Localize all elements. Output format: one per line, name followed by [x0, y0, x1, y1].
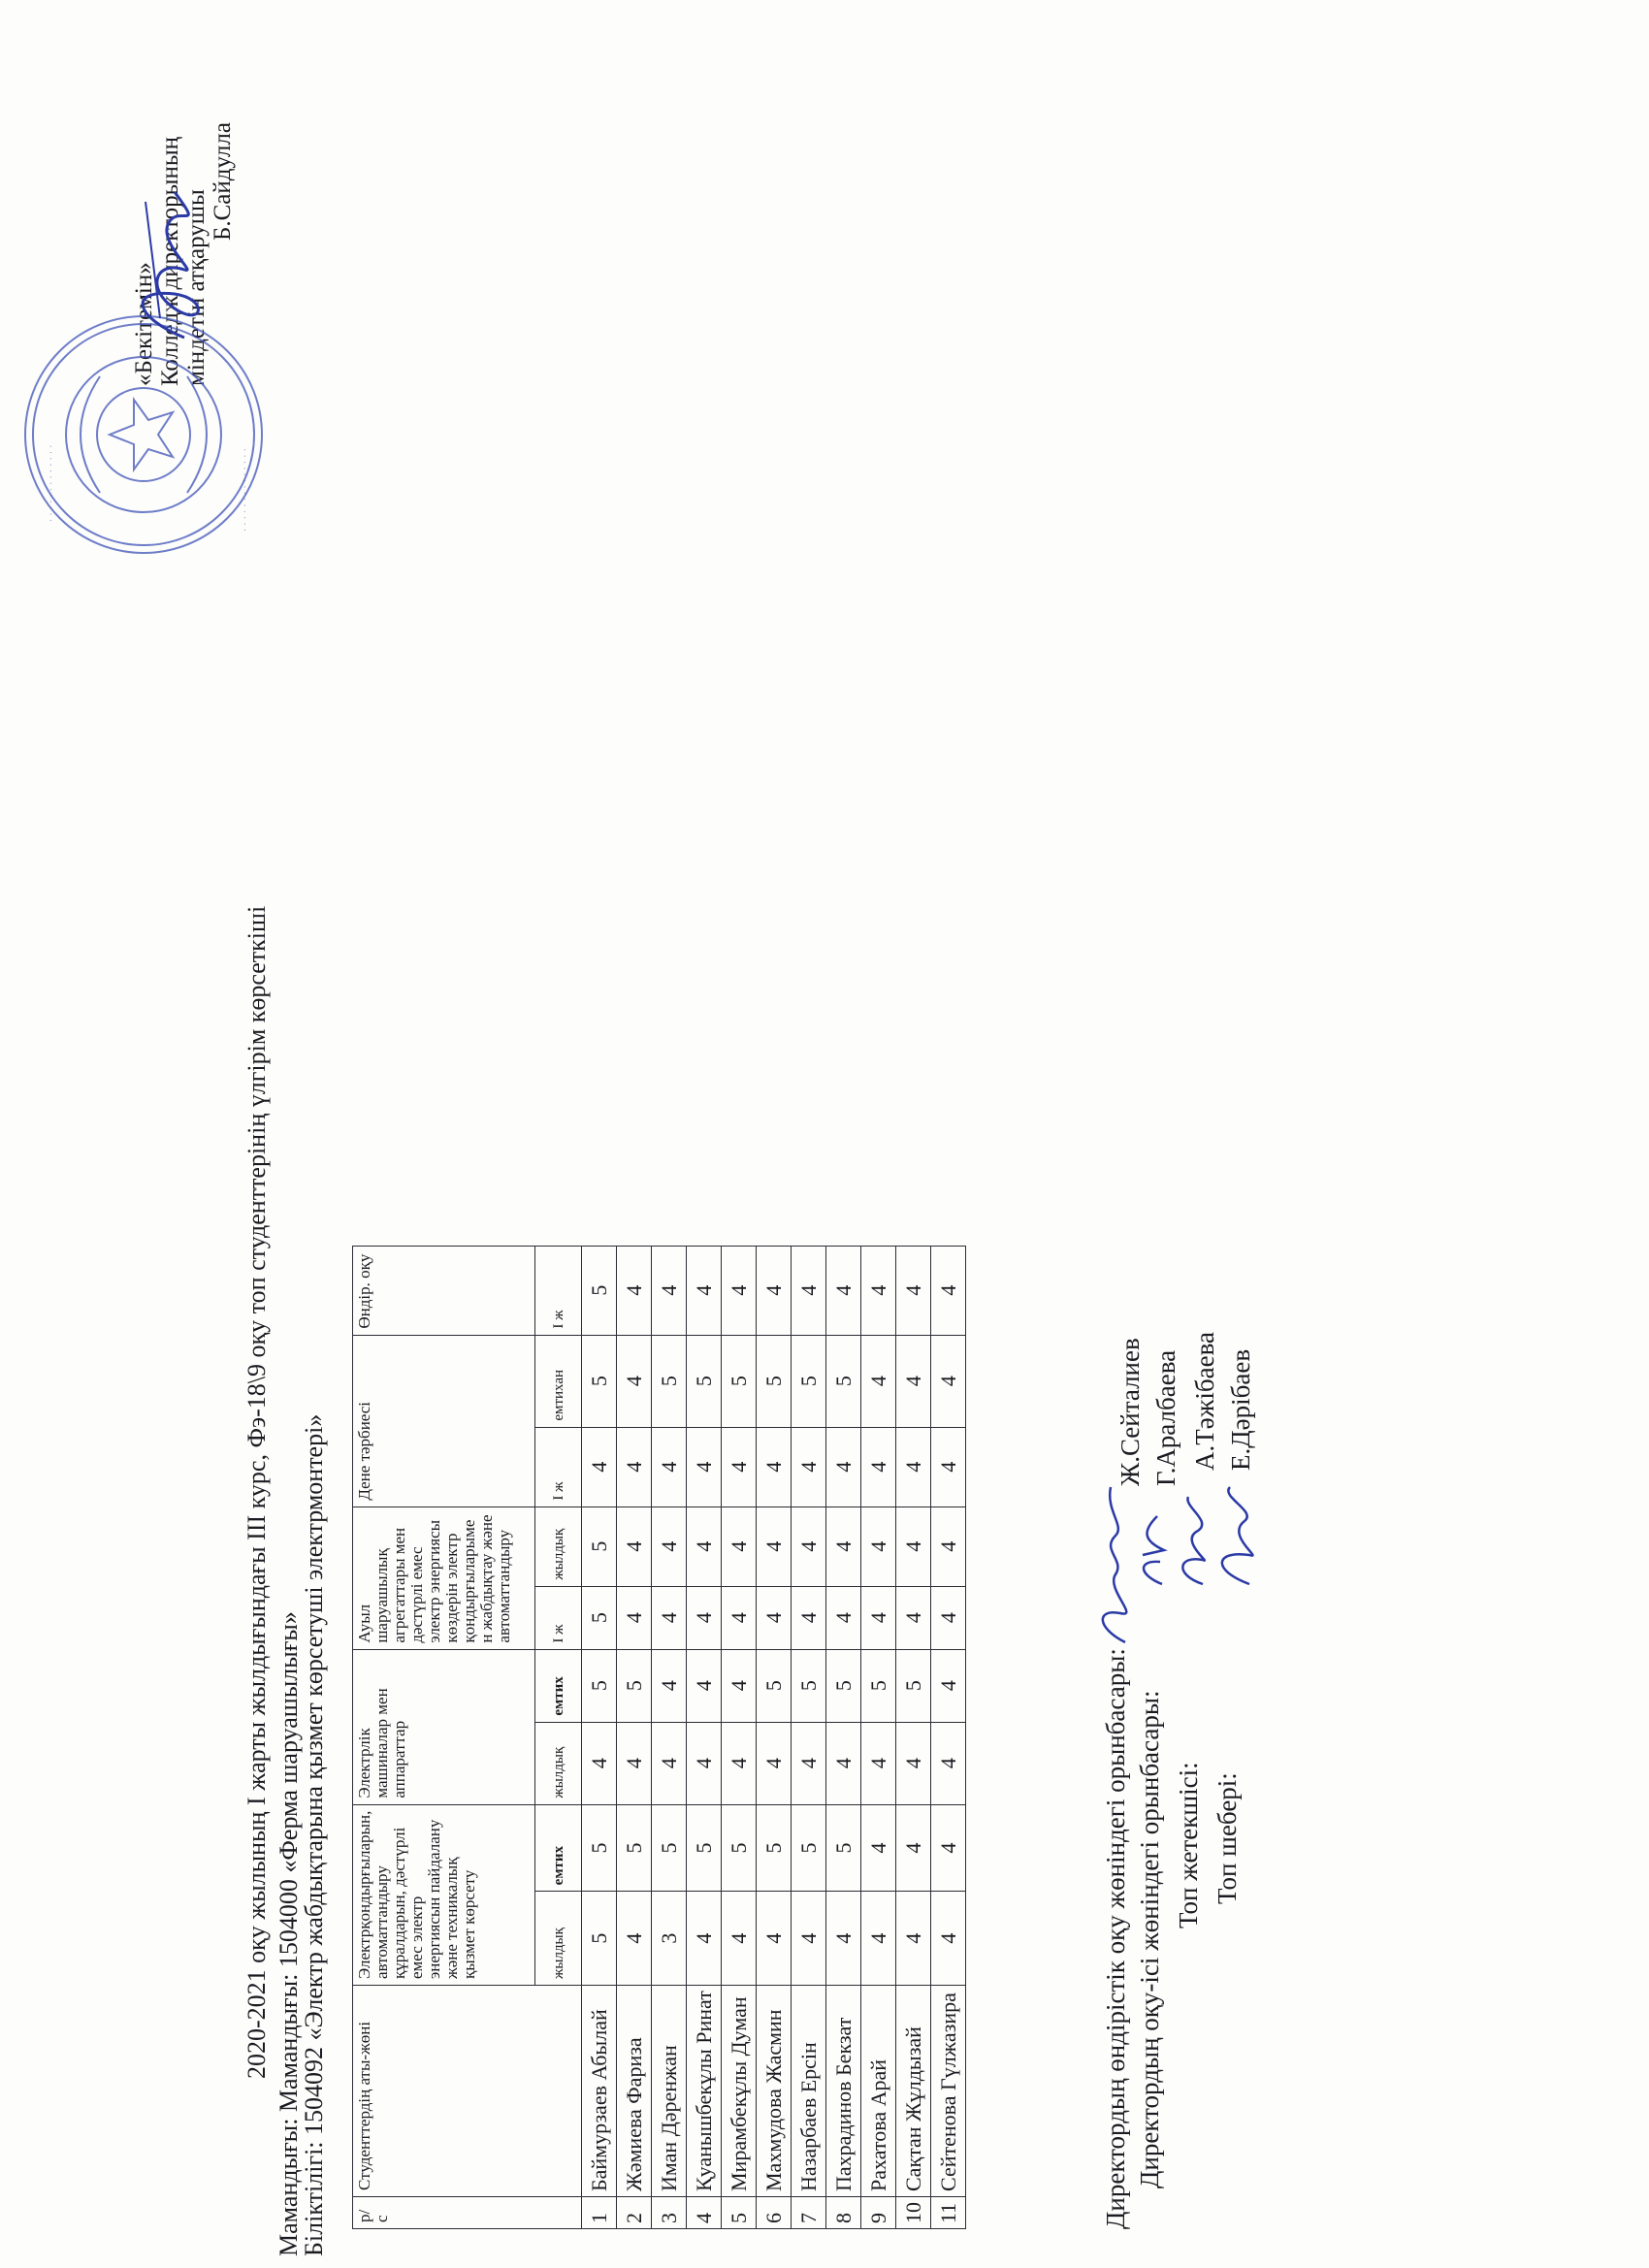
- grade-cell: 4: [792, 1507, 826, 1586]
- grade-cell: 4: [652, 1427, 687, 1507]
- grade-cell: 4: [861, 1246, 896, 1335]
- student-name: Назарбаев Ерсін: [792, 1986, 826, 2197]
- subheader-exam: емтих: [535, 1649, 582, 1722]
- grade-cell: 4: [826, 1586, 861, 1649]
- student-name: Махмудова Жасмин: [757, 1986, 792, 2197]
- grade-cell: 4: [931, 1427, 966, 1507]
- grade-cell: 4: [757, 1507, 792, 1586]
- grade-cell: 4: [757, 1892, 792, 1986]
- table-row: [896, 1246, 931, 2228]
- svg-text:. . . . . . . . . . . . . .: . . . . . . . . . . . . . .: [238, 448, 248, 532]
- grade-cell: 5: [582, 1892, 617, 1986]
- subheader-semester: І ж: [535, 1586, 582, 1649]
- grade-cell: 4: [582, 1427, 617, 1507]
- grade-cell: 5: [582, 1335, 617, 1427]
- grade-cell: 4: [722, 1892, 757, 1986]
- grade-cell: 4: [826, 1507, 861, 1586]
- subheader-annual: жылдық: [535, 1507, 582, 1586]
- grade-cell: 4: [652, 1722, 687, 1804]
- row-number: 9: [861, 2197, 896, 2229]
- grade-cell: 4: [652, 1649, 687, 1722]
- grade-cell: 4: [722, 1507, 757, 1586]
- table-row: [931, 1246, 966, 2228]
- grade-cell: 4: [757, 1427, 792, 1507]
- student-name: Баймурзаев Абылай: [582, 1986, 617, 2197]
- grade-cell: 4: [861, 1804, 896, 1892]
- grade-cell: 4: [687, 1649, 722, 1722]
- grade-cell: 4: [896, 1427, 931, 1507]
- signatory-name-master: Е.Дәрібаев: [1226, 1348, 1255, 1471]
- grade-cell: 4: [617, 1246, 652, 1335]
- grade-cell: 4: [931, 1507, 966, 1586]
- grade-cell: 4: [722, 1722, 757, 1804]
- grade-cell: 5: [722, 1335, 757, 1427]
- grade-cell: 4: [617, 1892, 652, 1986]
- grade-cell: 4: [861, 1427, 896, 1507]
- grade-cell: 4: [792, 1892, 826, 1986]
- table-row: [722, 1246, 757, 2228]
- student-name: Иман Дәренжан: [652, 1986, 687, 2197]
- grade-cell: 4: [617, 1586, 652, 1649]
- grade-cell: 4: [792, 1722, 826, 1804]
- signatory-name-deputy-academic: Г.Аралбаева: [1151, 1349, 1180, 1486]
- subject-header-2: Электрлік машиналар мен аппараттар: [353, 1649, 535, 1804]
- row-number: 3: [652, 2197, 687, 2229]
- subheader-exam: емтих: [535, 1804, 582, 1892]
- grade-cell: 4: [757, 1586, 792, 1649]
- signatory-role-master: Топ шебері:: [1212, 1772, 1242, 1904]
- grade-cell: 4: [861, 1586, 896, 1649]
- grade-cell: 5: [617, 1804, 652, 1892]
- subheader-semester: І ж: [535, 1246, 582, 1335]
- subject-header-3: Ауыл шаруашылық агрегаттары мен дәстүрлі емес электр энергиясы көздерін электр қондырғыларыме н жабдықтау және автоматтандыру: [353, 1507, 535, 1649]
- grade-cell: 4: [931, 1649, 966, 1722]
- subheader-semester: І ж: [535, 1427, 582, 1507]
- grade-cell: 5: [757, 1804, 792, 1892]
- subheader-annual: жылдық: [535, 1722, 582, 1804]
- table-row: [826, 1246, 861, 2228]
- grade-cell: 5: [582, 1804, 617, 1892]
- grade-cell: 4: [757, 1722, 792, 1804]
- student-name: Мирамбекұлы Думан: [722, 1986, 757, 2197]
- specialty-line: Мамандығы: Мамандығы: 1504000 «Ферма шаруашылығы»: [275, 1611, 303, 2256]
- grade-cell: 4: [757, 1246, 792, 1335]
- row-number: 4: [687, 2197, 722, 2229]
- grade-cell: 4: [861, 1722, 896, 1804]
- signatory-role-deputy-academic: Директордың оқу-ісі жөніндегі орынбасары:: [1135, 1690, 1164, 2188]
- grade-cell: 4: [896, 1586, 931, 1649]
- grade-cell: 5: [757, 1335, 792, 1427]
- grade-cell: 4: [652, 1246, 687, 1335]
- grade-cell: 5: [582, 1586, 617, 1649]
- row-number: 6: [757, 2197, 792, 2229]
- subject-header-1: Электрқондырғыларын, автоматтандыру құралдарын, дәстүрлі емес электр энергиясын пайдалану және техникалық қызмет көрсету: [353, 1804, 535, 1985]
- grade-cell: 4: [896, 1892, 931, 1986]
- grade-cell: 4: [617, 1427, 652, 1507]
- grade-cell: 4: [617, 1335, 652, 1427]
- signatory-role-curator: Топ жетекшісі:: [1174, 1762, 1203, 1928]
- grade-cell: 5: [826, 1804, 861, 1892]
- grade-cell: 5: [617, 1649, 652, 1722]
- row-number: 5: [722, 2197, 757, 2229]
- table-row: [617, 1246, 652, 2228]
- signature-master: [1211, 1482, 1264, 1589]
- grade-cell: 4: [826, 1892, 861, 1986]
- grade-cell: 4: [931, 1335, 966, 1427]
- grade-cell: 4: [826, 1427, 861, 1507]
- grade-cell: 4: [722, 1246, 757, 1335]
- student-name: Сақтан Жұлдызай: [896, 1986, 931, 2197]
- grade-cell: 4: [826, 1246, 861, 1335]
- grade-cell: 4: [896, 1722, 931, 1804]
- grades-table: [352, 1246, 966, 2229]
- grade-cell: 4: [826, 1722, 861, 1804]
- grade-cell: 4: [931, 1246, 966, 1335]
- grade-cell: 5: [687, 1804, 722, 1892]
- grade-cell: 5: [861, 1649, 896, 1722]
- signatory-role-deputy-practical: Директордың өндірістік оқу жөніндегі орынбасары:: [1101, 1648, 1130, 2229]
- grade-cell: 4: [722, 1427, 757, 1507]
- student-name: Қуанышбекұлы Ринат: [687, 1986, 722, 2197]
- grade-cell: 5: [722, 1804, 757, 1892]
- grade-cell: 5: [896, 1649, 931, 1722]
- table-row: [792, 1246, 826, 2228]
- grade-cell: 4: [792, 1246, 826, 1335]
- grade-cell: 4: [896, 1246, 931, 1335]
- grade-cell: 5: [582, 1507, 617, 1586]
- row-number: 2: [617, 2197, 652, 2229]
- grade-cell: 4: [792, 1427, 826, 1507]
- grade-cell: 4: [687, 1427, 722, 1507]
- grade-cell: 4: [722, 1586, 757, 1649]
- grade-cell: 4: [652, 1586, 687, 1649]
- grade-cell: 4: [861, 1507, 896, 1586]
- grade-cell: 5: [792, 1804, 826, 1892]
- document-title: 2020-2021 оқу жылының І жарты жылдығындағы ІІІ курс, Фэ-18\9 оқу топ студенттерінің үлгірім көрсеткіші: [242, 905, 271, 2079]
- grade-cell: 4: [687, 1892, 722, 1986]
- grade-cell: 5: [792, 1649, 826, 1722]
- grade-cell: 4: [861, 1892, 896, 1986]
- qualification-line: Біліктілігі: 1504092 «Электр жабдықтарына қызмет көрсетуші электрмонтері»: [300, 1413, 328, 2256]
- signatory-name-curator: А.Тәжібаева: [1190, 1332, 1219, 1471]
- approval-name: Б.Сайдулла: [210, 122, 236, 241]
- subheader-exam: емтихан: [535, 1335, 582, 1427]
- grade-cell: 4: [687, 1246, 722, 1335]
- subject-header-4: Дене тәрбиесі: [353, 1335, 535, 1507]
- row-number: 7: [792, 2197, 826, 2229]
- table-row: [757, 1246, 792, 2228]
- approval-heading: «Бекітемін»: [131, 262, 157, 386]
- table-row: [687, 1246, 722, 2228]
- grade-cell: 5: [652, 1804, 687, 1892]
- student-name: Жәмиева Фариза: [617, 1986, 652, 2197]
- subject-header-5: Өндір. оқу: [353, 1246, 535, 1335]
- signature-curator: [1169, 1492, 1212, 1589]
- signature-deputy-academic: [1133, 1511, 1172, 1589]
- grade-cell: 4: [931, 1722, 966, 1804]
- grade-cell: 5: [757, 1649, 792, 1722]
- grade-cell: 4: [652, 1507, 687, 1586]
- grade-cell: 5: [826, 1335, 861, 1427]
- director-signature: [116, 182, 223, 347]
- svg-text:. . . . . . . . . . . . .: . . . . . . . . . . . . .: [44, 444, 54, 522]
- grade-cell: 4: [931, 1892, 966, 1986]
- approval-position: Колледж директорының: [157, 136, 183, 386]
- grade-cell: 4: [896, 1804, 931, 1892]
- student-name: Сейтенова Гүлжазира: [931, 1986, 966, 2197]
- grade-cell: 4: [792, 1586, 826, 1649]
- grade-cell: 3: [652, 1892, 687, 1986]
- grade-cell: 4: [931, 1586, 966, 1649]
- student-name: Рахатова Арай: [861, 1986, 896, 2197]
- col-header-number: р/с: [353, 2197, 582, 2229]
- grade-cell: 4: [617, 1507, 652, 1586]
- grade-cell: 5: [582, 1649, 617, 1722]
- row-number: 1: [582, 2197, 617, 2229]
- grade-cell: 5: [652, 1335, 687, 1427]
- grade-cell: 4: [582, 1722, 617, 1804]
- table-row: [582, 1246, 617, 2228]
- grade-cell: 5: [687, 1335, 722, 1427]
- table-row: [861, 1246, 896, 2228]
- row-number: 11: [931, 2197, 966, 2229]
- grade-cell: 4: [617, 1722, 652, 1804]
- signatory-name-deputy-practical: Ж.Сейталиев: [1116, 1338, 1145, 1486]
- grade-cell: 4: [931, 1804, 966, 1892]
- student-name: Пахрадинов Бекзат: [826, 1986, 861, 2197]
- grade-cell: 4: [722, 1649, 757, 1722]
- grade-cell: 4: [687, 1507, 722, 1586]
- grade-cell: 5: [826, 1649, 861, 1722]
- col-header-student-name: Студенттердің аты-жөні: [353, 1986, 582, 2197]
- approval-acting: міндетін атқарушы: [183, 189, 210, 386]
- grade-cell: 4: [896, 1507, 931, 1586]
- subheader-annual: жылдық: [535, 1892, 582, 1986]
- grade-cell: 4: [687, 1722, 722, 1804]
- grade-cell: 4: [896, 1335, 931, 1427]
- table-row: [652, 1246, 687, 2228]
- grade-cell: 4: [861, 1335, 896, 1427]
- grade-cell: 4: [687, 1586, 722, 1649]
- grade-cell: 5: [792, 1335, 826, 1427]
- row-number: 10: [896, 2197, 931, 2229]
- grade-cell: 5: [582, 1246, 617, 1335]
- row-number: 8: [826, 2197, 861, 2229]
